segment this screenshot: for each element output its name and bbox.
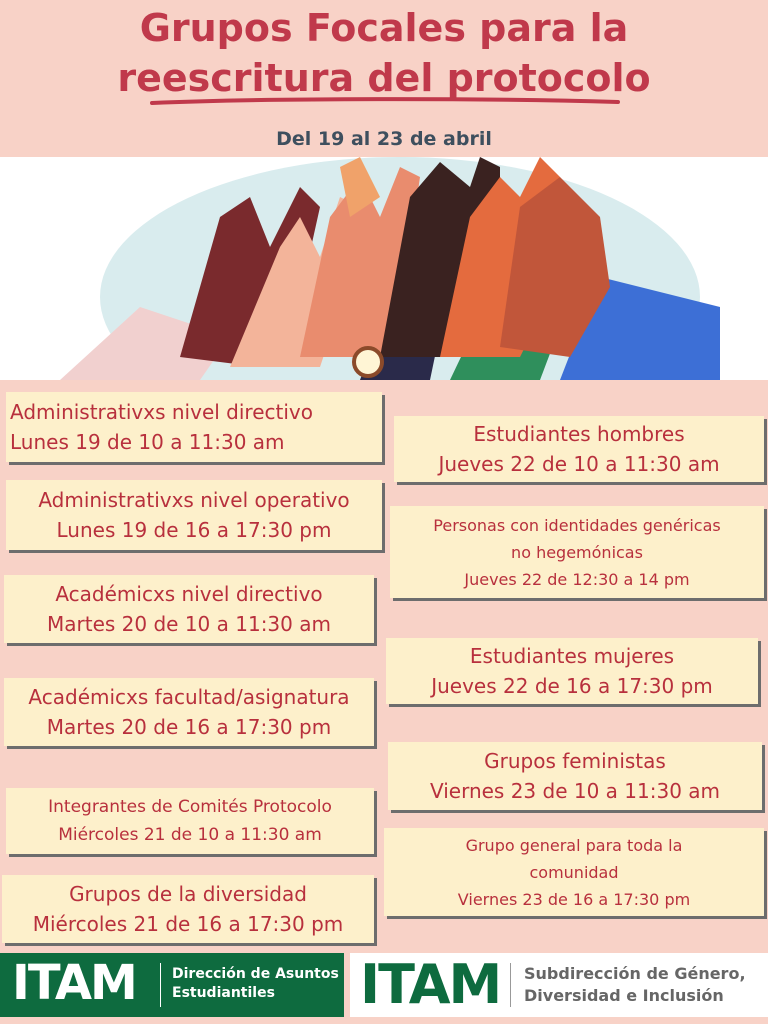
session-time: Jueves 22 de 16 a 17:30 pm: [431, 674, 713, 698]
title-line-2: reescritura del protocolo: [117, 56, 651, 100]
dept-dae-line-1: Dirección de Asuntos: [172, 966, 339, 982]
dept-sgdi-line-2: Diversidad e Inclusión: [524, 986, 724, 1005]
session-card: [390, 506, 764, 598]
session-group: Administrativxs nivel operativo: [38, 488, 350, 512]
dept-dae-line-2: Estudiantiles: [172, 985, 275, 1001]
session-card: [6, 392, 382, 462]
session-group: Académicxs nivel directivo: [55, 582, 323, 606]
session-card: [4, 575, 374, 643]
session-card: [6, 788, 374, 854]
logo-divider: [160, 963, 161, 1007]
itam-logo-dae: [0, 953, 344, 1017]
session-card: [6, 480, 382, 550]
dept-name-dae: [172, 965, 339, 1003]
session-card: [394, 416, 764, 482]
session-time: Lunes 19 de 16 a 17:30 pm: [56, 518, 332, 542]
itam-logo-mark: ITAM: [360, 953, 501, 1016]
session-group-line-1: Grupo general para toda la: [465, 835, 683, 855]
session-card: [2, 875, 374, 943]
session-group: Administrativxs nivel directivo: [10, 400, 313, 424]
session-card: [384, 828, 764, 916]
session-group: Grupos de la diversidad: [69, 882, 307, 906]
itam-logo-sgdi: [350, 953, 768, 1017]
session-group-line-2: comunidad: [529, 862, 619, 882]
session-time: Martes 20 de 16 a 17:30 pm: [46, 715, 332, 739]
logo-divider: [510, 963, 511, 1007]
session-time: Viernes 23 de 16 a 17:30 pm: [457, 889, 691, 909]
session-time: Lunes 19 de 10 a 11:30 am: [10, 430, 285, 454]
itam-logo-mark: ITAM: [12, 955, 136, 1011]
title-line-1: Grupos Focales para la: [139, 6, 629, 50]
session-time: Miércoles 21 de 10 a 11:30 am: [58, 825, 322, 845]
session-group-line-1: Personas con identidades genéricas: [433, 515, 721, 535]
session-time: Martes 20 de 10 a 11:30 am: [47, 612, 331, 636]
session-time: Jueves 22 de 12:30 a 14 pm: [464, 569, 690, 589]
title-underline: [150, 96, 620, 108]
hands-illustration: [0, 157, 768, 380]
date-range: Del 19 al 23 de abril: [276, 128, 492, 150]
session-group-line-2: no hegemónicas: [511, 542, 643, 562]
footer-logos: [0, 953, 768, 1024]
session-card: [386, 638, 758, 704]
session-time: Jueves 22 de 10 a 11:30 am: [438, 452, 720, 476]
session-group: Académicxs facultad/asignatura: [28, 685, 350, 709]
session-card: [4, 678, 374, 746]
session-group: Estudiantes mujeres: [469, 644, 675, 668]
session-time: Miércoles 21 de 16 a 17:30 pm: [32, 912, 344, 936]
session-group: Grupos feministas: [484, 749, 666, 773]
dept-name-sgdi: [524, 963, 746, 1007]
session-time: Viernes 23 de 10 a 11:30 am: [429, 779, 721, 803]
session-card: [388, 742, 762, 810]
session-group: Estudiantes hombres: [473, 422, 685, 446]
dept-sgdi-line-1: Subdirección de Género,: [524, 964, 746, 983]
session-group: Integrantes de Comités Protocolo: [48, 797, 332, 817]
